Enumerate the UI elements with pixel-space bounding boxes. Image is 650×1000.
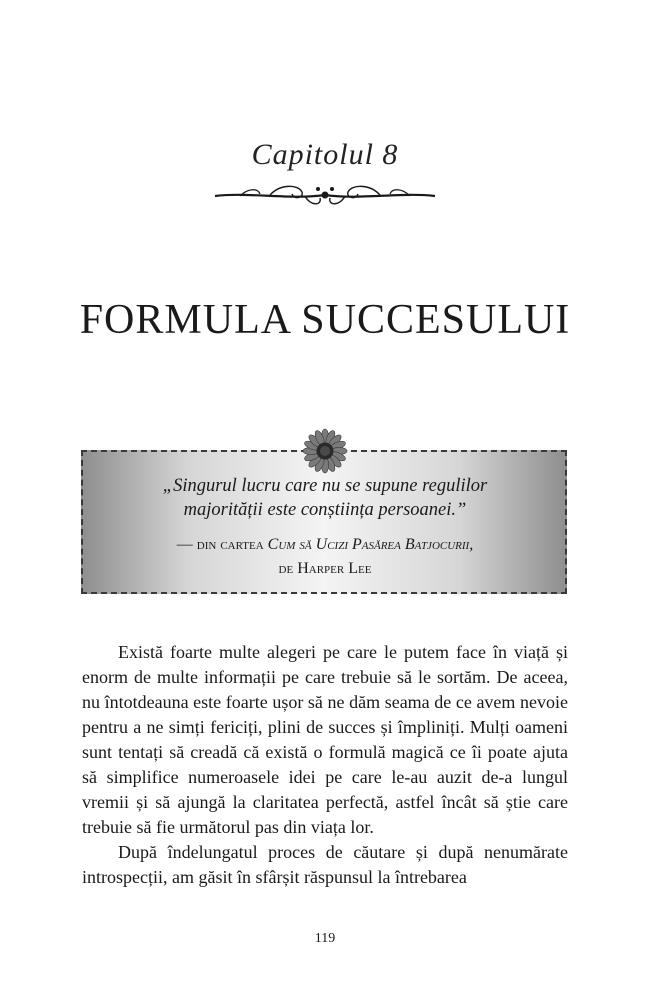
quote-line-1: „Singurul lucru care nu se supune regulilor — [162, 476, 488, 496]
ornament-divider-icon — [210, 178, 440, 212]
chapter-title: FORMULA SUCCESULUI — [79, 297, 571, 343]
chapter-label: Capitolul 8 — [251, 138, 399, 171]
attribution-book-title: Cum să Ucizi Pasărea Batjocurii, — [267, 536, 474, 553]
attribution-prefix: — din cartea — [176, 536, 268, 553]
attribution-author: de Harper Lee — [278, 560, 372, 577]
quote-text — [95, 474, 555, 522]
quote-attribution — [95, 533, 555, 581]
page-number: 119 — [314, 931, 336, 946]
paragraph-1: Există foarte multe alegeri pe care le putem face în viață și enorm de multe informații pe care trebuie să le sortăm. De aceea, nu întotdeauna este foarte ușor să ne dăm seama de ce avem nevoie pentru a ne simți fericiți, plini de succes și împliniți. Mulți oameni sunt tentați să creadă că există o formulă magică ce îi poate ajuta să simplifice numeroasele idei pe care le-au auzit de-a lungul vremii și să ajungă la claritatea perfectă, astfel încât să știe care trebuie să fie următorul pas din viața lor. — [82, 642, 568, 837]
paragraph-2: După îndelungatul proces de căutare și după nenumărate introspecții, am găsit în sfârșit răspunsul la întrebarea — [82, 842, 568, 887]
quote-line-2: majorității este conștiința persoanei.” — [183, 500, 467, 520]
body-text — [82, 640, 568, 890]
sunflower-icon — [302, 428, 348, 474]
